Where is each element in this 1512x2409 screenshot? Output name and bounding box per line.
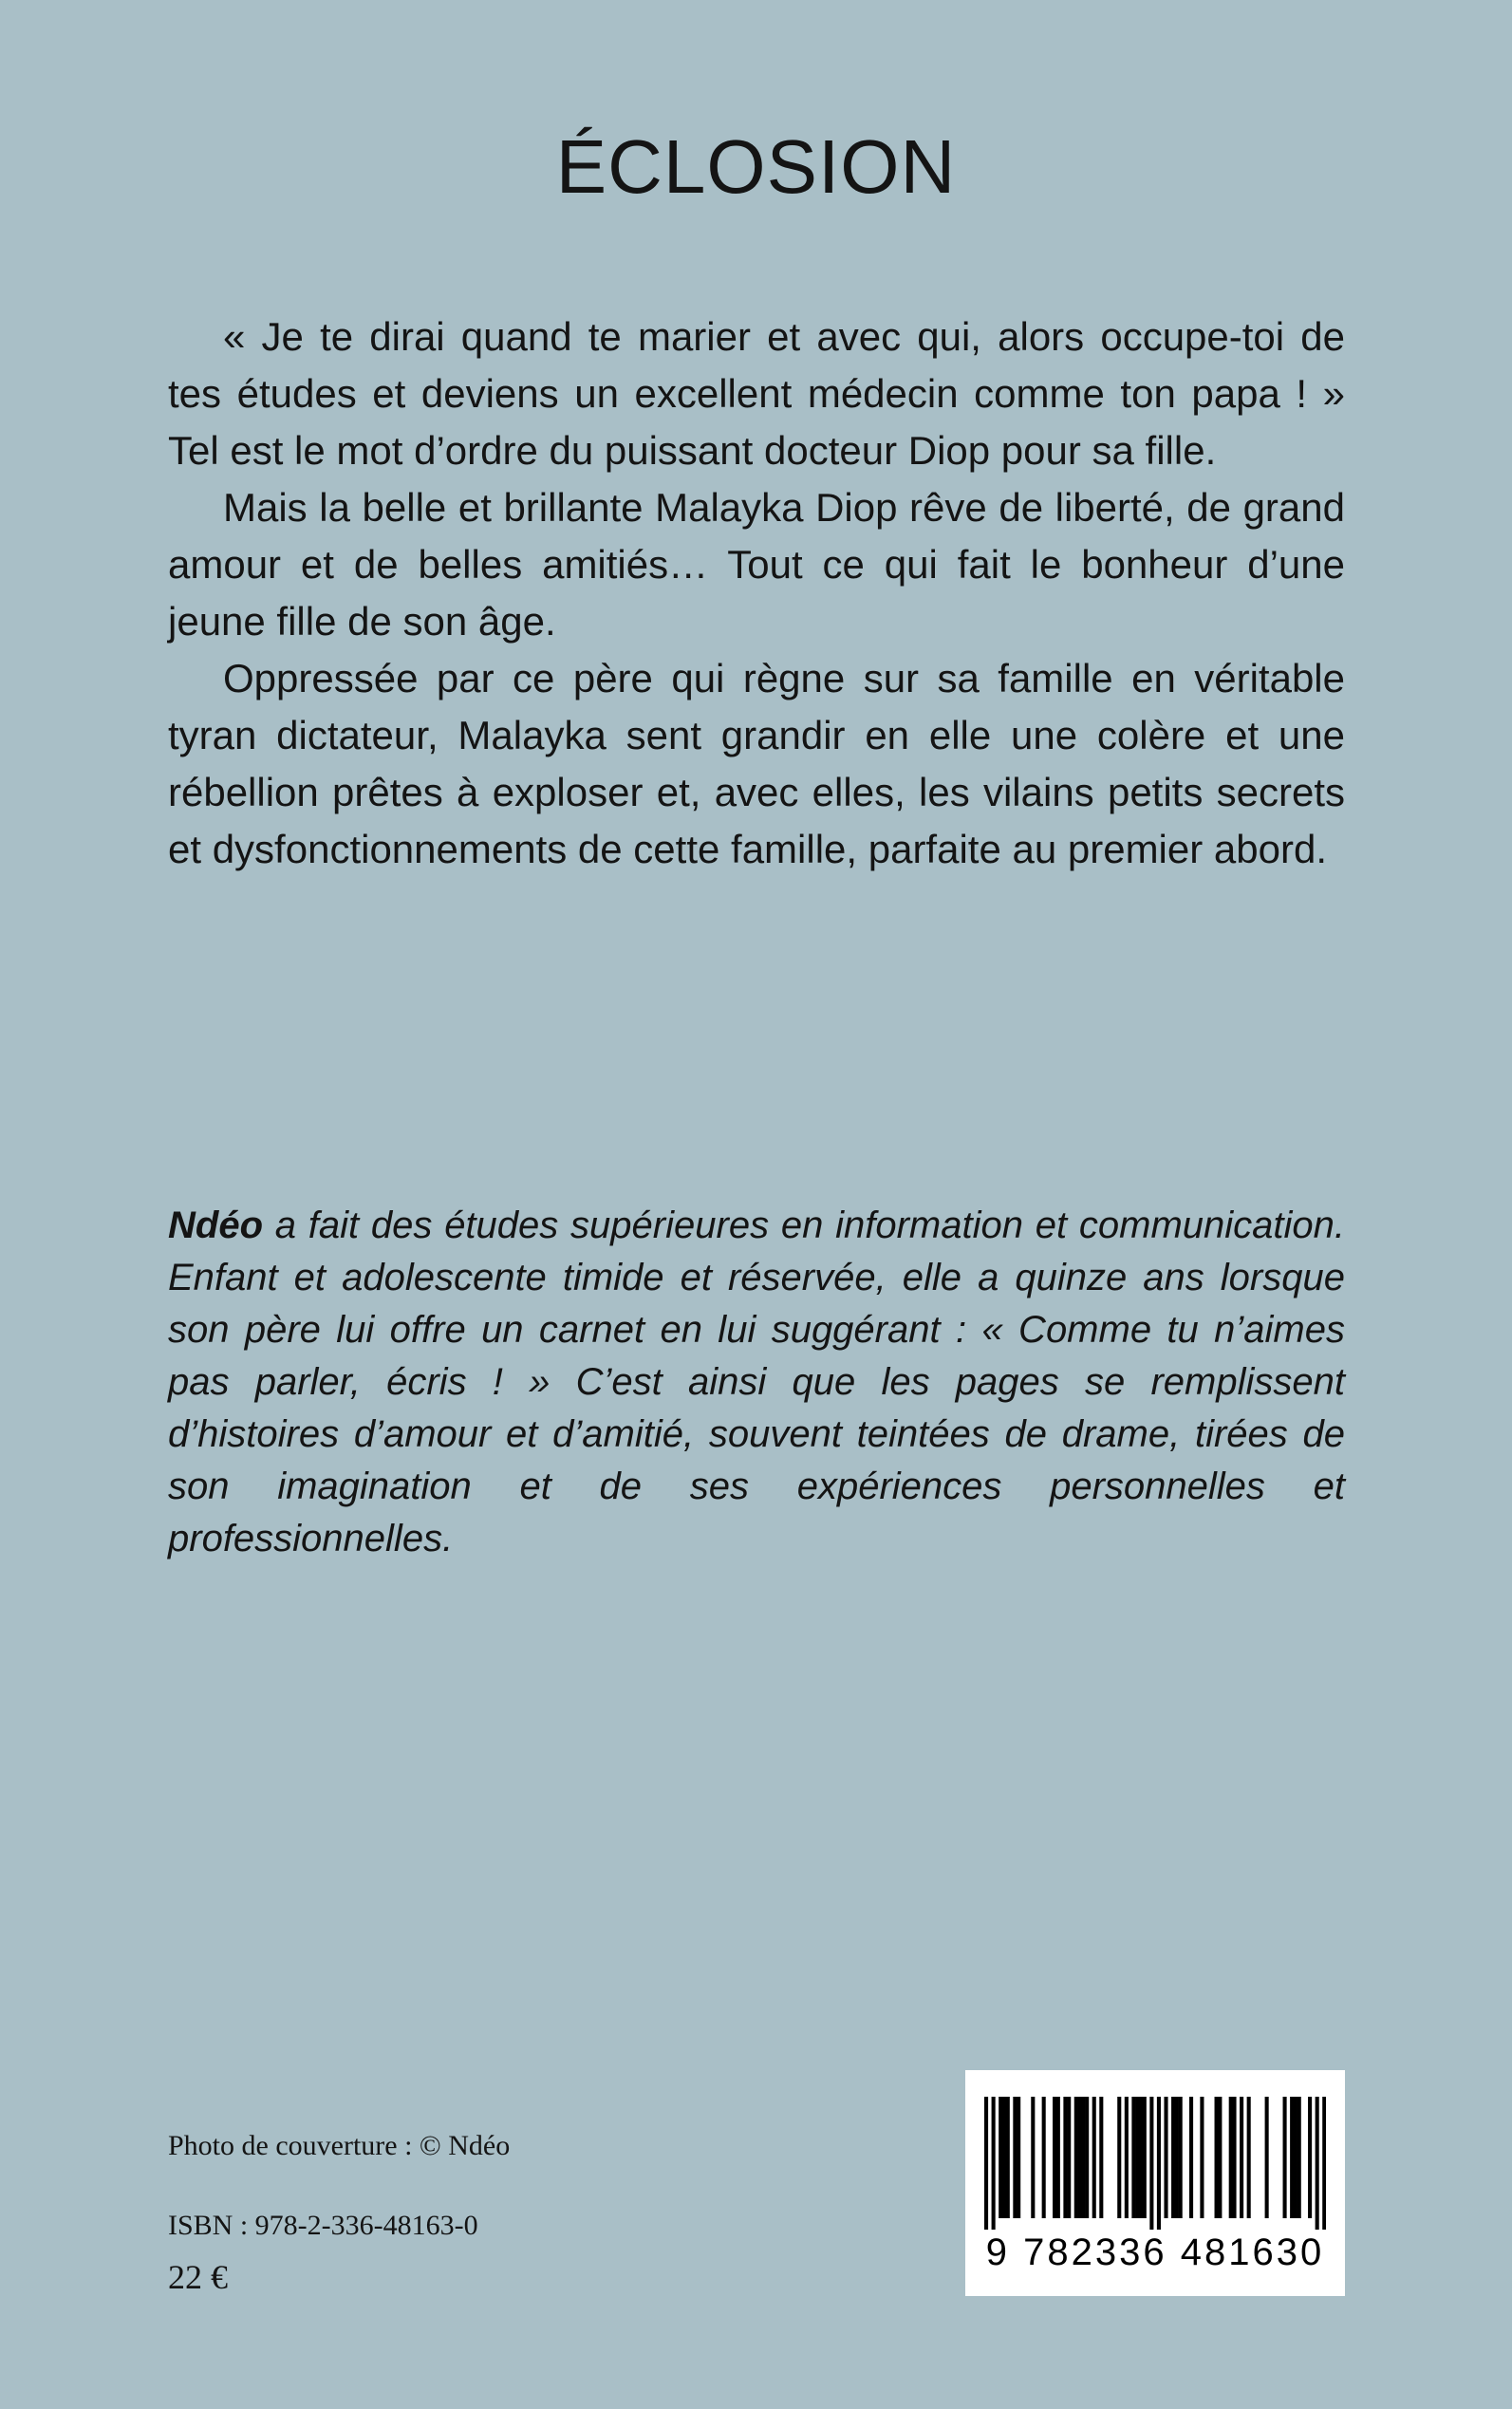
barcode-bar bbox=[1240, 2097, 1243, 2218]
barcode-bar bbox=[1229, 2097, 1233, 2218]
barcode-bar bbox=[1085, 2097, 1089, 2218]
barcode-bar bbox=[1322, 2097, 1326, 2230]
barcode-bar bbox=[1053, 2097, 1056, 2218]
barcode-digits: 9 782336 481630 bbox=[985, 2232, 1325, 2273]
barcode-bar bbox=[1013, 2097, 1017, 2218]
barcode-bar bbox=[1131, 2097, 1135, 2218]
barcode-bar bbox=[1063, 2097, 1067, 2218]
barcode-bar bbox=[1157, 2097, 1161, 2230]
barcode-bar bbox=[1171, 2097, 1175, 2218]
barcode-bar bbox=[999, 2097, 1002, 2218]
barcode-bar bbox=[1232, 2097, 1236, 2218]
barcode-bar bbox=[1081, 2097, 1085, 2218]
barcode-bar bbox=[1265, 2097, 1269, 2218]
barcode-bar bbox=[1067, 2097, 1071, 2218]
barcode-bar bbox=[1017, 2097, 1020, 2218]
barcode-bar bbox=[1215, 2097, 1219, 2218]
barcode-bar bbox=[992, 2097, 996, 2230]
barcode-bar bbox=[1164, 2097, 1167, 2218]
barcode-bar bbox=[1056, 2097, 1060, 2218]
barcode bbox=[965, 2070, 1345, 2296]
barcode-bar bbox=[1290, 2097, 1294, 2218]
barcode-bar bbox=[1031, 2097, 1035, 2218]
barcode-bars bbox=[984, 2097, 1326, 2230]
barcode-bar bbox=[1247, 2097, 1251, 2218]
barcode-bar bbox=[1099, 2097, 1103, 2218]
summary-paragraph: Mais la belle et brillante Malayka Diop rêve de liberté, de grand amour et de belles amitiés… Tout ce qui fait le bonheur d’une jeune fille de son âge. bbox=[168, 485, 1345, 644]
barcode-bar bbox=[1078, 2097, 1082, 2218]
author-name: Ndéo bbox=[168, 1204, 263, 1246]
author-bio-text: a fait des études supérieures en information et communication. Enfant et adolescente timide et réservée, elle a quinze ans lorsque son père lui offre un carnet en lui suggérant : « Comme tu n’aimes pas parler, écris ! » C’est ainsi que les pages se remplissent d’histoires d’amour et d’amitié, souvent teintées de drame, tirées de son imagination et de ses expériences personnelles et professionnelles. bbox=[168, 1204, 1345, 1559]
barcode-bar bbox=[1149, 2097, 1153, 2230]
barcode-bar bbox=[1179, 2097, 1183, 2218]
barcode-bar bbox=[1002, 2097, 1006, 2218]
barcode-bar bbox=[1074, 2097, 1078, 2218]
barcode-bar bbox=[1092, 2097, 1096, 2218]
barcode-bar bbox=[1189, 2097, 1193, 2218]
barcode-bar bbox=[1139, 2097, 1143, 2218]
isbn: ISBN : 978-2-336-48163-0 bbox=[168, 2210, 478, 2241]
barcode-bar bbox=[1125, 2097, 1129, 2218]
book-summary bbox=[168, 308, 1345, 878]
photo-credit: Photo de couverture : © Ndéo bbox=[168, 2130, 511, 2161]
barcode-bar bbox=[1143, 2097, 1147, 2218]
book-title: ÉCLOSION bbox=[555, 124, 957, 209]
barcode-bar bbox=[984, 2097, 988, 2230]
barcode-bar bbox=[1283, 2097, 1287, 2218]
barcode-bar bbox=[1294, 2097, 1297, 2218]
barcode-bar bbox=[1006, 2097, 1010, 2218]
barcode-bar bbox=[1042, 2097, 1046, 2218]
price: 22 € bbox=[168, 2258, 228, 2296]
barcode-bar bbox=[1135, 2097, 1139, 2218]
summary-paragraph: « Je te dirai quand te marier et avec qui, alors occupe-toi de tes études et deviens un excellent médecin comme ton papa ! » Tel est le mot d’ordre du puissant docteur Diop pour sa fille. bbox=[168, 314, 1345, 473]
barcode-bar bbox=[1200, 2097, 1204, 2218]
barcode-bar bbox=[1308, 2097, 1312, 2218]
barcode-bar bbox=[1297, 2097, 1301, 2218]
barcode-bar bbox=[1316, 2097, 1319, 2230]
barcode-bar bbox=[1175, 2097, 1179, 2218]
summary-paragraph: Oppressée par ce père qui règne sur sa famille en véritable tyran dictateur, Malayka sent grandir en elle une colère et une rébellion prêtes à exploser et, avec elles, les vilains petits secrets et dysfonctionnements de cette famille, parfaite au premier abord. bbox=[168, 656, 1345, 871]
barcode-bar bbox=[1117, 2097, 1121, 2218]
author-bio bbox=[168, 1200, 1345, 1565]
barcode-bar bbox=[1218, 2097, 1222, 2218]
